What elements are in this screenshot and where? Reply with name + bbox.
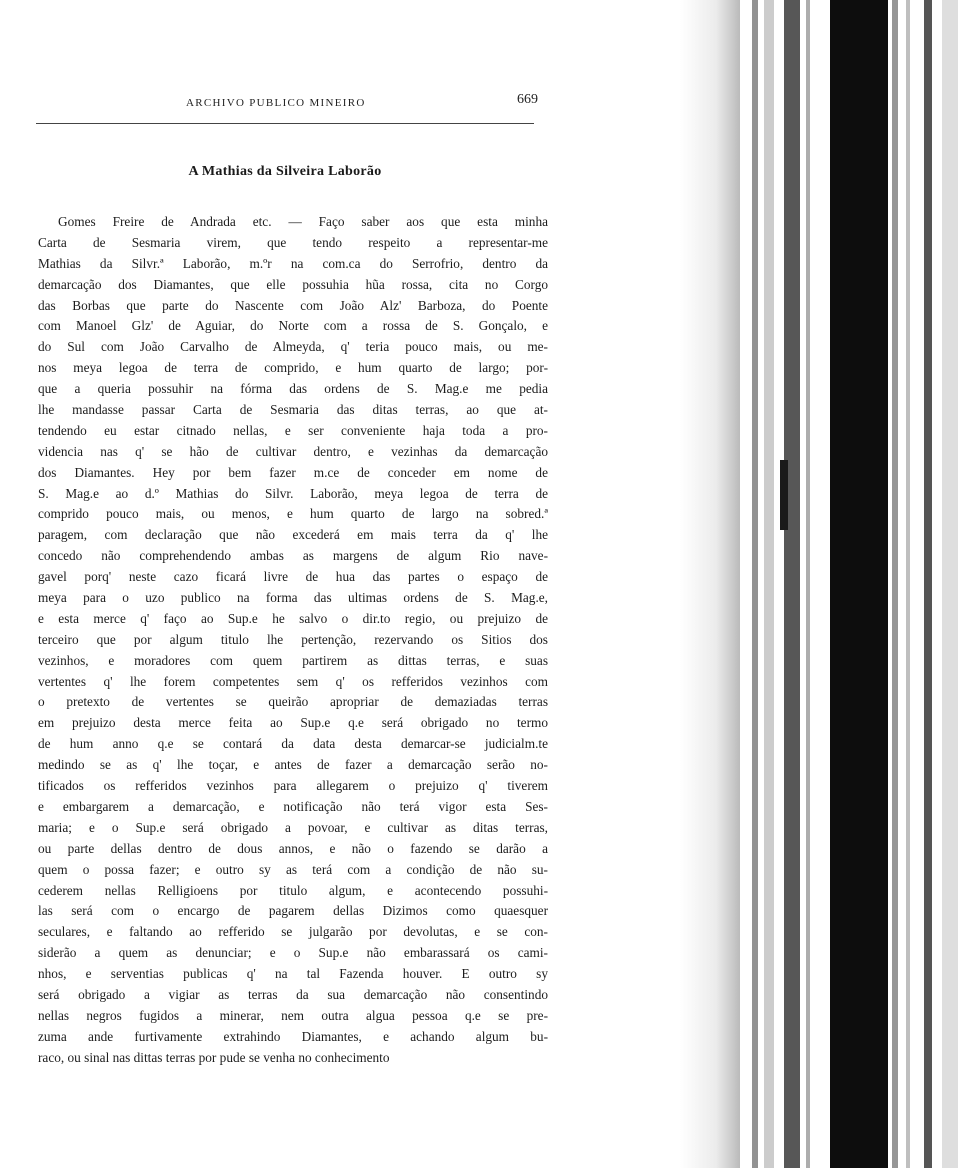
text-line: será obrigado a vigiar as terras da sua demarcação não consentindo	[38, 986, 548, 1002]
text-line: terceiro que por algum titulo lhe pertenção, rezervando os Sitios dos	[38, 631, 548, 647]
text-line: de hum anno q.e se contará da data desta demarcar-se judicialm.te	[38, 736, 548, 752]
text-line: que a queria possuhir na fórma das ordens de S. Mag.e me pedia	[38, 381, 548, 397]
text-line: Gomes Freire de Andrada etc. — Faço saber aos que esta minha	[58, 214, 548, 229]
text-line: siderão a quem as denunciar; e o Sup.e não embarassará os cami-	[38, 945, 548, 961]
text-line: concedo não comprehendendo ambas as margens de algum Rio nave-	[38, 548, 548, 564]
gutter-stripe	[784, 0, 800, 1168]
text-line: Mathias da Silvr.ª Laborão, m.ºr na com.ca do Serrofrio, dentro da	[38, 255, 548, 271]
text-line: zuma ande furtivamente extrahindo Diamantes, e achando algum bu-	[38, 1028, 548, 1044]
gutter-dark-band	[830, 0, 888, 1168]
text-line: paragem, com declaração que não excederá em mais terra da q' lhe	[38, 527, 548, 543]
text-line: lhe mandasse passar Carta de Sesmaria das ditas terras, ao que at-	[38, 402, 548, 418]
gutter-stripe	[764, 0, 774, 1168]
text-line: meya para o uzo publico na forma das ultimas ordens de S. Mag.e,	[38, 590, 548, 606]
text-line: maria; e o Sup.e será obrigado a povoar, e cultivar as ditas terras,	[38, 819, 548, 835]
text-line: em prejuizo desta merce feita ao Sup.e q.e será obrigado no termo	[38, 715, 548, 731]
text-line: videncia nas q' se hão de cultivar dentro, e vezinhas da demarcação	[38, 443, 548, 459]
text-line: S. Mag.e ao d.º Mathias do Silvr. Laborão, meya legoa de terra de	[38, 485, 548, 501]
text-line: nos meya legoa de terra de comprido, e hum quarto de largo; por-	[38, 360, 548, 376]
text-line: das Borbas que parte do Nascente com João Alz' Barboza, do Poente	[38, 297, 548, 313]
gutter-stripe	[892, 0, 898, 1168]
gutter-stripe	[924, 0, 932, 1168]
text-line: demarcação dos Diamantes, que elle possuhia hũa rossa, cita no Corgo	[38, 276, 548, 292]
gutter-mark	[780, 460, 788, 530]
header-rule	[36, 123, 534, 124]
text-line: e embargarem a demarcação, e notificação não terá vigor esta Ses-	[38, 798, 548, 814]
book-binding-gutter	[680, 0, 958, 1168]
page-number: 669	[517, 92, 538, 107]
text-line: nhos, e serventias publicas q' na tal Fazenda houver. E outro sy	[38, 966, 548, 982]
text-line: vezinhos, e moradores com quem partirem as dittas terras, e suas	[38, 652, 548, 668]
text-line: tendendo eu estar citnado nellas, e ser conveniente haja toda a pro-	[38, 422, 548, 438]
text-line: cederem nellas Relligioens por titulo algum, e acontecendo possuhi-	[38, 882, 548, 898]
text-line: medindo se as q' lhe toçar, e antes de fazer a demarcação serão no-	[38, 757, 548, 773]
text-line: comprido pouco mais, ou menos, e hum quarto de largo na sobred.ª	[38, 506, 548, 522]
text-line: tificados os refferidos vezinhos para allegarem o prejuizo q' tiverem	[38, 778, 548, 794]
gutter-stripe	[942, 0, 958, 1168]
text-line: nellas negros fugidos a minerar, nem outra algua pessoa q.e se pre-	[38, 1007, 548, 1023]
running-head: ARCHIVO PUBLICO MINEIRO	[186, 97, 366, 109]
document-title: A Mathias da Silveira Laborão	[188, 164, 382, 179]
gutter-shadow	[680, 0, 740, 1168]
text-line: seculares, e faltando ao refferido se julgarão por devolutas, e se con-	[38, 924, 548, 940]
text-line: ou parte dellas dentro de dous annos, e não o fazendo se darão a	[38, 840, 548, 856]
text-line: o pretexto de vertentes se queirão apropriar de demaziadas terras	[38, 694, 548, 710]
gutter-stripe	[906, 0, 910, 1168]
text-line: quem o possa fazer; e outro sy as terá com a condição de não su-	[38, 861, 548, 877]
page-header	[186, 92, 538, 116]
gutter-stripe	[806, 0, 810, 1168]
text-line: com Manoel Glz' de Aguiar, do Norte com a rossa de S. Gonçalo, e	[38, 318, 548, 334]
text-line: raco, ou sinal nas dittas terras por pude se venha no conhecimento	[38, 1049, 390, 1065]
text-line: vertentes q' lhe forem competentes sem q' os refferidos vezinhos com	[38, 673, 548, 689]
text-line: e esta merce q' faço ao Sup.e he salvo o dir.to regio, ou prejuizo de	[38, 610, 548, 626]
text-line: dos Diamantes. Hey por bem fazer m.ce de conceder em nome de	[38, 464, 548, 480]
document-body	[38, 212, 548, 1069]
text-line: Carta de Sesmaria virem, que tendo respeito a representar-me	[38, 234, 548, 250]
text-line: gavel porq' neste cazo ficará livre de hua das partes o espaço de	[38, 569, 548, 585]
text-line: do Sul com João Carvalho de Almeyda, q' teria pouco mais, ou me-	[38, 339, 548, 355]
text-line: las será com o encargo de pagarem dellas Dizimos como quaesquer	[38, 903, 548, 919]
gutter-stripe	[752, 0, 758, 1168]
